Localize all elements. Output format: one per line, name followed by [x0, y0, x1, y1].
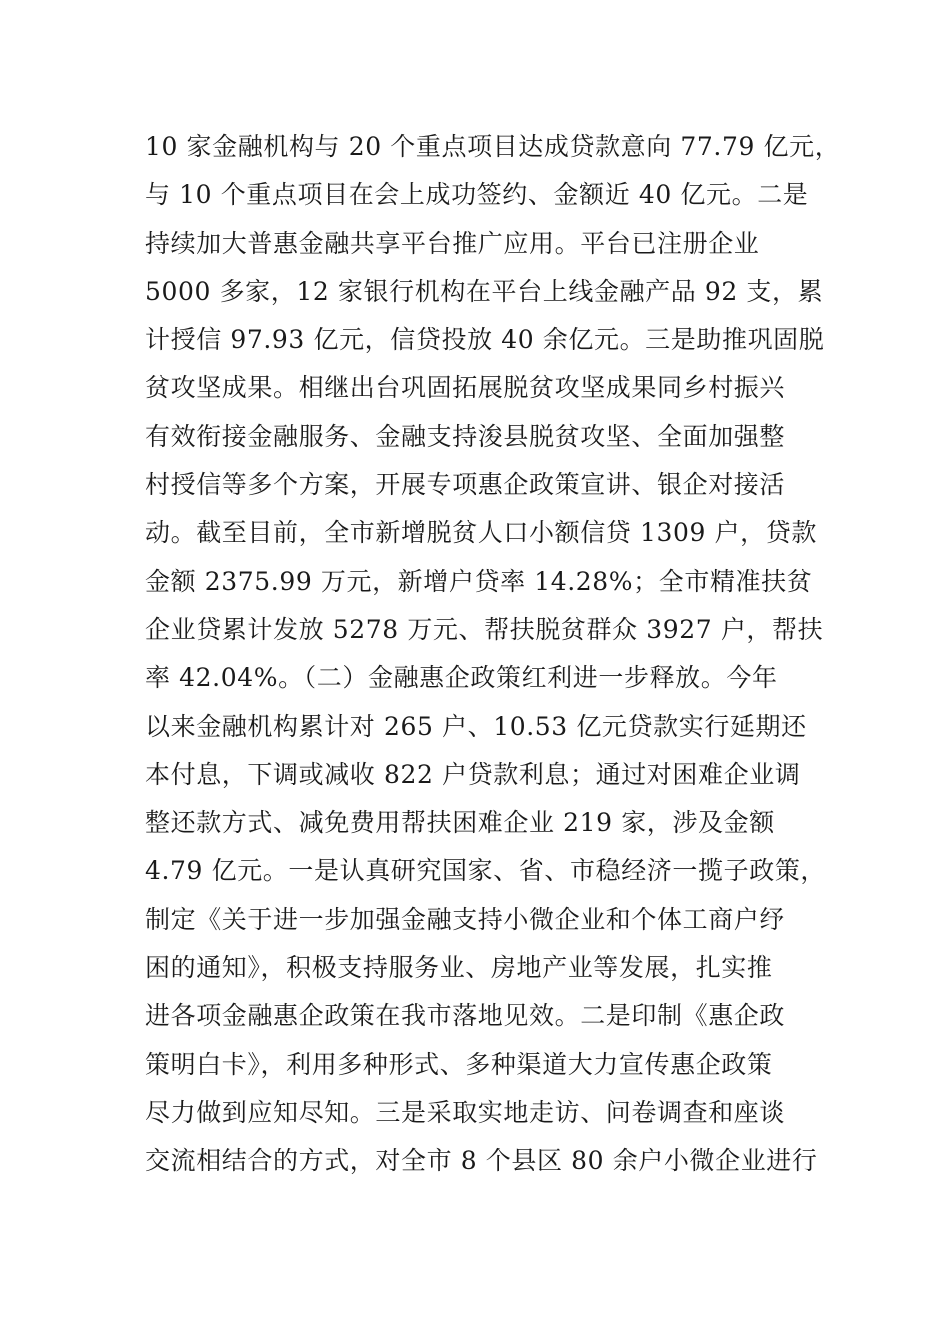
text-line: 以来金融机构累计对 265 户、10.53 亿元贷款实行延期还 — [145, 711, 807, 741]
text-line: 持续加大普惠金融共享平台推广应用。平台已注册企业 — [145, 228, 760, 258]
text-line: 整还款方式、减免费用帮扶困难企业 219 家，涉及金额 — [145, 808, 775, 838]
text-line: 5000 多家，12 家银行机构在平台上线金融产品 92 支，累 — [145, 276, 824, 306]
text-line: 贫攻坚成果。相继出台巩固拓展脱贫攻坚成果同乡村振兴 — [145, 373, 786, 403]
text-line: 困的通知》，积极支持服务业、房地产业等发展，扎实推 — [145, 953, 773, 983]
text-line: 动。截至目前，全市新增脱贫人口小额信贷 1309 户，贷款 — [145, 518, 817, 548]
text-line: 策明白卡》，利用多种形式、多种渠道大力宣传惠企政策 — [145, 1049, 773, 1079]
text-line: 制定《关于进一步加强金融支持小微企业和个体工商户纾 — [145, 904, 786, 934]
text-line: 交流相结合的方式，对全市 8 个县区 80 余户小微企业进行 — [145, 1146, 818, 1176]
text-line: 与 10 个重点项目在会上成功签约、金额近 40 亿元。二是 — [145, 180, 809, 210]
text-line: 本付息，下调或减收 822 户贷款利息；通过对困难企业调 — [145, 759, 801, 789]
text-line: 率 42.04%。（二）金融惠企政策红利进一步释放。今年 — [145, 663, 778, 693]
body-paragraph — [145, 123, 845, 1186]
text-line: 进各项金融惠企政策在我市落地见效。二是印制《惠企政 — [145, 1001, 786, 1031]
text-line: 4.79 亿元。一是认真研究国家、省、市稳经济一揽子政策， — [145, 856, 827, 886]
text-line: 10 家金融机构与 20 个重点项目达成贷款意向 77.79 亿元， — [145, 132, 841, 161]
text-line: 村授信等多个方案，开展专项惠企政策宣讲、银企对接活 — [145, 470, 786, 500]
text-line: 企业贷累计发放 5278 万元、帮扶脱贫群众 3927 户，帮扶 — [145, 614, 824, 644]
text-line: 有效衔接金融服务、金融支持浚县脱贫攻坚、全面加强整 — [145, 421, 786, 451]
text-line: 金额 2375.99 万元，新增户贷率 14.28%；全市精准扶贫 — [145, 566, 813, 596]
text-line: 尽力做到应知尽知。三是采取实地走访、问卷调查和座谈 — [145, 1097, 786, 1127]
text-line: 计授信 97.93 亿元，信贷投放 40 余亿元。三是助推巩固脱 — [145, 325, 825, 355]
